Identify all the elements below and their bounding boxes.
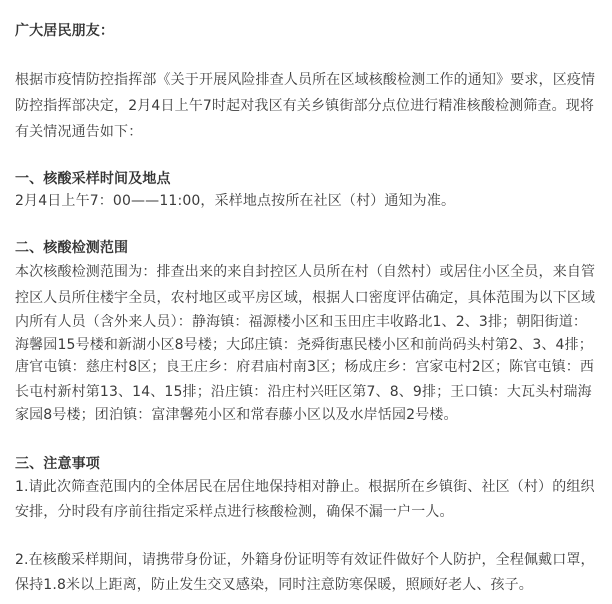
notice-item-line: 1.请此次筛查范围内的全体居民在居住地保持相对静止。根据所在乡镇街、社区（村）的组织 [15, 479, 595, 495]
intro-line: 有关情况通告如下： [15, 124, 143, 140]
notice-item-line: 安排，分时段有序前往指定采样点进行核酸检测，确保不漏一户一人。 [15, 504, 454, 520]
section1-line: 2月4日上午7：00——11:00，采样地点按所在社区（村）通知为准。 [15, 193, 456, 209]
section2-line: 本次核酸检测范围为：排查出来的来自封控区人员所在村（自然村）或居住小区全员，来自管 [15, 264, 596, 280]
section2-heading: 二、核酸检测范围 [15, 240, 129, 256]
notice-item-line: 保持1.8米以上距离，防止发生交叉感染，同时注意防寒保暖，照顾好老人、孩子。 [15, 577, 533, 593]
intro-line: 防控指挥部决定，2月4日上午7时起对我区有关乡镇街部分点位进行精准核酸检测筛查。现将 [15, 98, 595, 114]
greeting: 广大居民朋友： [15, 23, 115, 39]
section1-heading: 一、核酸采样时间及地点 [15, 171, 171, 187]
section2-line: 家园8号楼；团泊镇：富津馨苑小区和常春藤小区以及水岸恬园2号楼。 [15, 407, 458, 423]
section2-line: 唐官屯镇：慈庄村8区；良王庄乡：府君庙村南3区；杨成庄乡：宫家屯村2区；陈官屯镇：西 [15, 359, 595, 375]
intro-line: 根据市疫情防控指挥部《关于开展风险排查人员所在区域核酸检测工作的通知》要求，区疫情 [15, 72, 596, 88]
section2-line: 控区人员所住楼宇全员，农村地区或平房区域，根据人口密度评估确定，具体范围为以下区域 [15, 290, 596, 306]
notice-item-line: 2.在核酸采样期间，请携带身份证，外籍身份证明等有效证件做好个人防护，全程佩戴口罩， [15, 552, 595, 568]
section3-heading: 三、注意事项 [15, 456, 100, 472]
section2-line: 长屯村新村第13、14、15排；沿庄镇：沿庄村兴旺区第7、8、9排；王口镇：大瓦头村瑞海 [15, 384, 592, 400]
section2-line: 海馨园15号楼和新湖小区8号楼；大邱庄镇：尧舜街惠民楼小区和前尚码头村第2、3、4排； [15, 337, 593, 353]
section2-line: 内所有人员（含外来人员）：静海镇：福源楼小区和玉田庄丰收路北1、2、3排；朝阳街道： [15, 314, 588, 330]
